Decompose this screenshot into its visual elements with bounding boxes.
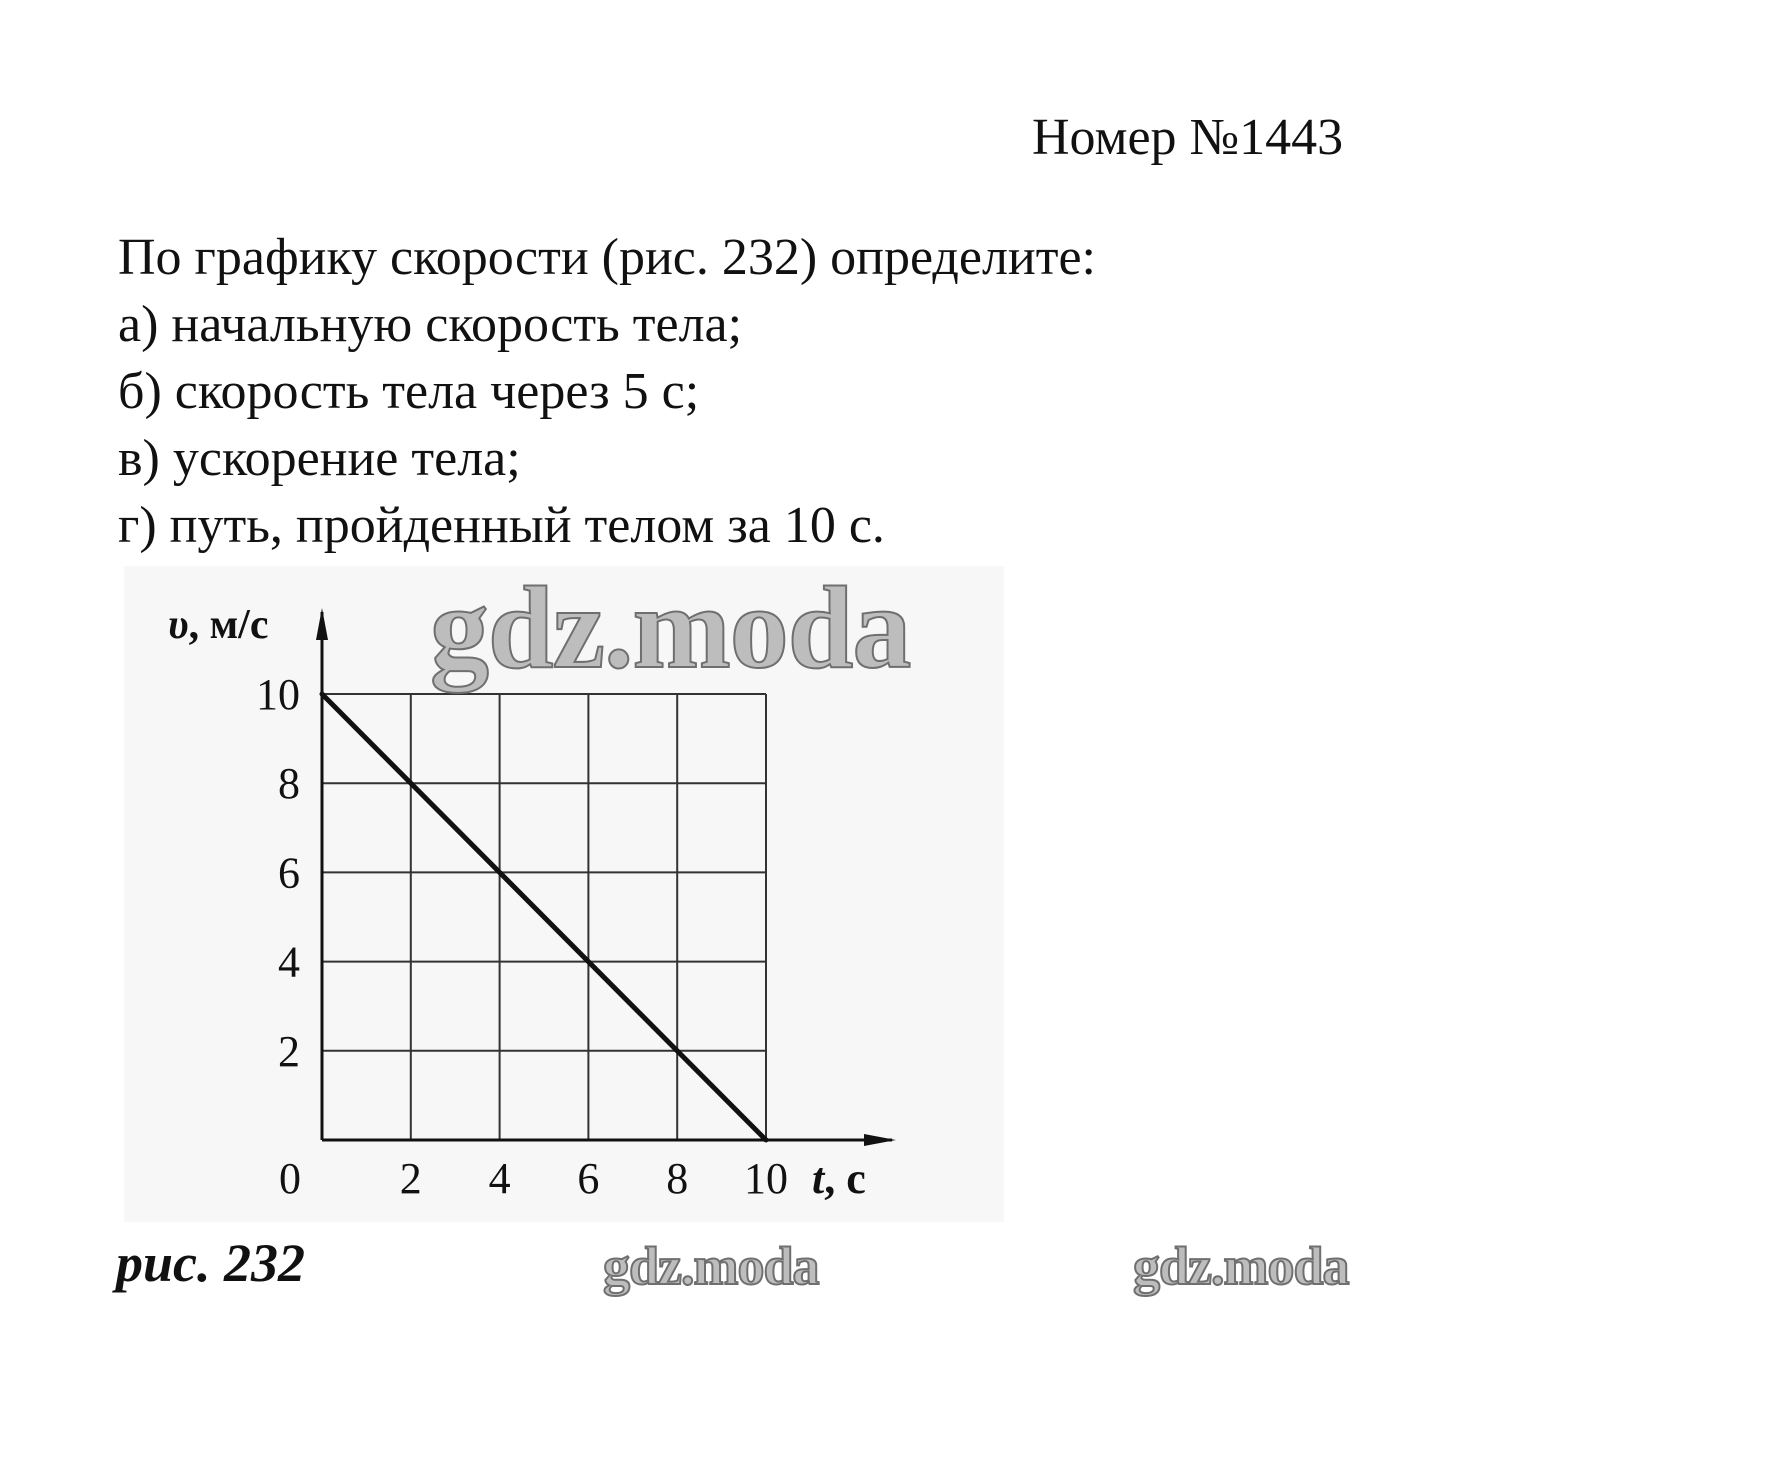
data-point: [764, 1138, 769, 1143]
task-item-a: а) начальную скорость тела;: [118, 296, 743, 353]
y-tick-label: 4: [278, 937, 300, 987]
data-point: [320, 692, 325, 697]
series-line-velocity: [322, 694, 766, 1140]
y-axis-unit: , м/с: [188, 602, 269, 648]
watermark-logo-right: gdz.moda: [1133, 1236, 1349, 1296]
tick-labels: [256, 670, 788, 1203]
x-tick-label: 2: [399, 1154, 422, 1203]
y-tick-label: 8: [278, 759, 300, 809]
watermark-logo-middle: gdz.moda: [603, 1236, 819, 1296]
y-tick-label: 10: [256, 670, 300, 719]
x-axis-arrow-icon: [864, 1134, 896, 1146]
y-axis-arrow-icon: [316, 608, 328, 640]
x-tick-label: 10: [744, 1154, 788, 1203]
x-axis-label: [812, 1154, 866, 1203]
y-tick-label: 2: [278, 1026, 300, 1076]
task-item-c: в) ускорение тела;: [118, 430, 521, 487]
x-tick-label: 6: [577, 1154, 600, 1203]
problem-number-heading: Номер №1443: [1032, 109, 1344, 166]
x-tick-label: 0: [279, 1154, 301, 1203]
x-axis-variable: t: [812, 1154, 825, 1203]
x-axis-unit: , с: [824, 1154, 866, 1203]
y-axis-label: [168, 602, 269, 648]
x-tick-label: 8: [666, 1154, 689, 1203]
x-tick-label: 4: [488, 1154, 511, 1203]
y-axis-variable: υ: [168, 602, 189, 648]
task-item-b: б) скорость тела через 5 с;: [118, 363, 700, 420]
watermark-logo-large: gdz.moda: [430, 562, 911, 693]
task-item-d: г) путь, пройденный телом за 10 с.: [118, 497, 885, 554]
figure-caption: рис. 232: [116, 1233, 305, 1293]
task-intro: По графику скорости (рис. 232) определите:: [118, 229, 1096, 286]
y-tick-label: 6: [278, 848, 300, 898]
series-layer: [320, 692, 769, 1143]
